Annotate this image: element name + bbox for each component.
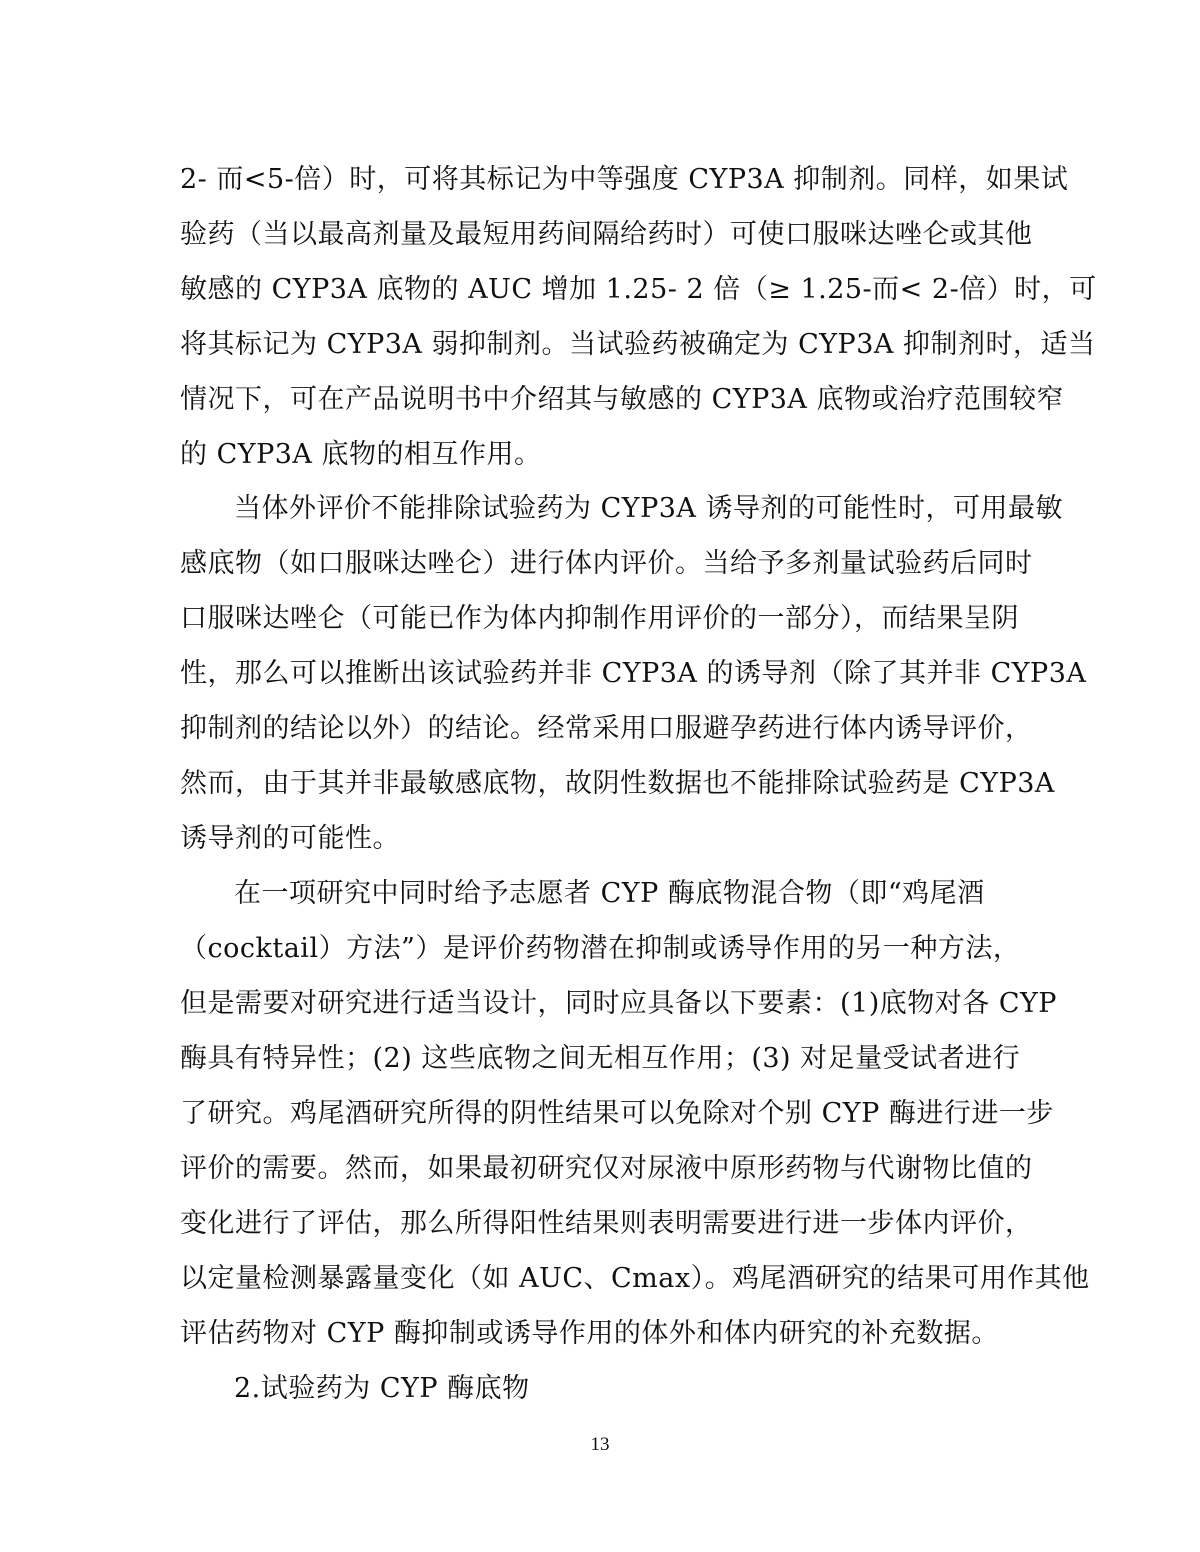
- text-line: （cocktail）方法”）是评价药物潜在抑制或诱导作用的另一种方法，: [180, 933, 1021, 964]
- text-line: 在一项研究中同时给予志愿者 CYP 酶底物混合物（即“鸡尾酒: [234, 878, 985, 909]
- text-line: 抑制剂的结论以外）的结论。经常采用口服避孕药进行体内诱导评价，: [180, 713, 1033, 744]
- page-number: 13: [590, 1434, 610, 1455]
- text-line: 变化进行了评估，那么所得阳性结果则表明需要进行进一步体内评价，: [180, 1208, 1033, 1239]
- text-line: 评估药物对 CYP 酶抑制或诱导作用的体外和体内研究的补充数据。: [180, 1318, 999, 1349]
- text-line: 情况下，可在产品说明书中介绍其与敏感的 CYP3A 底物或治疗范围较窄: [180, 384, 1064, 415]
- text-line: 当体外评价不能排除试验药为 CYP3A 诱导剂的可能性时，可用最敏: [234, 493, 1063, 524]
- text-line: 酶具有特异性；(2) 这些底物之间无相互作用；(3) 对足量受试者进行: [180, 1043, 1021, 1074]
- text-line: 敏感的 CYP3A 底物的 AUC 增加 1.25- 2 倍（≥ 1.25-而< 2-倍）时，可: [180, 274, 1097, 305]
- text-line: 的 CYP3A 底物的相互作用。: [180, 439, 542, 470]
- text-line: 然而，由于其并非最敏感底物，故阴性数据也不能排除试验药是 CYP3A: [180, 768, 1055, 799]
- text-line: 将其标记为 CYP3A 弱抑制剂。当试验药被确定为 CYP3A 抑制剂时，适当: [180, 329, 1096, 360]
- text-line: 评价的需要。然而，如果最初研究仅对尿液中原形药物与代谢物比值的: [180, 1153, 1033, 1184]
- text-line: 2- 而<5-倍）时，可将其标记为中等强度 CYP3A 抑制剂。同样，如果试: [180, 164, 1069, 195]
- text-line: 口服咪达唑仑（可能已作为体内抑制作用评价的一部分），而结果呈阴: [180, 603, 1019, 634]
- text-line: 但是需要对研究进行适当设计，同时应具备以下要素：(1)底物对各 CYP: [180, 988, 1057, 1019]
- text-line: 以定量检测暴露量变化（如 AUC、Cmax）。鸡尾酒研究的结果可用作其他: [180, 1263, 1090, 1294]
- text-line: 验药（当以最高剂量及最短用药间隔给药时）可使口服咪达唑仑或其他: [180, 219, 1033, 250]
- text-line: 了研究。鸡尾酒研究所得的阴性结果可以免除对个别 CYP 酶进行进一步: [180, 1098, 1054, 1129]
- section-heading: 2.试验药为 CYP 酶底物: [234, 1373, 530, 1404]
- text-line: 感底物（如口服咪达唑仑）进行体内评价。当给予多剂量试验药后同时: [180, 548, 1033, 579]
- text-line: 性，那么可以推断出该试验药并非 CYP3A 的诱导剂（除了其并非 CYP3A: [180, 658, 1087, 689]
- text-line: 诱导剂的可能性。: [180, 823, 400, 854]
